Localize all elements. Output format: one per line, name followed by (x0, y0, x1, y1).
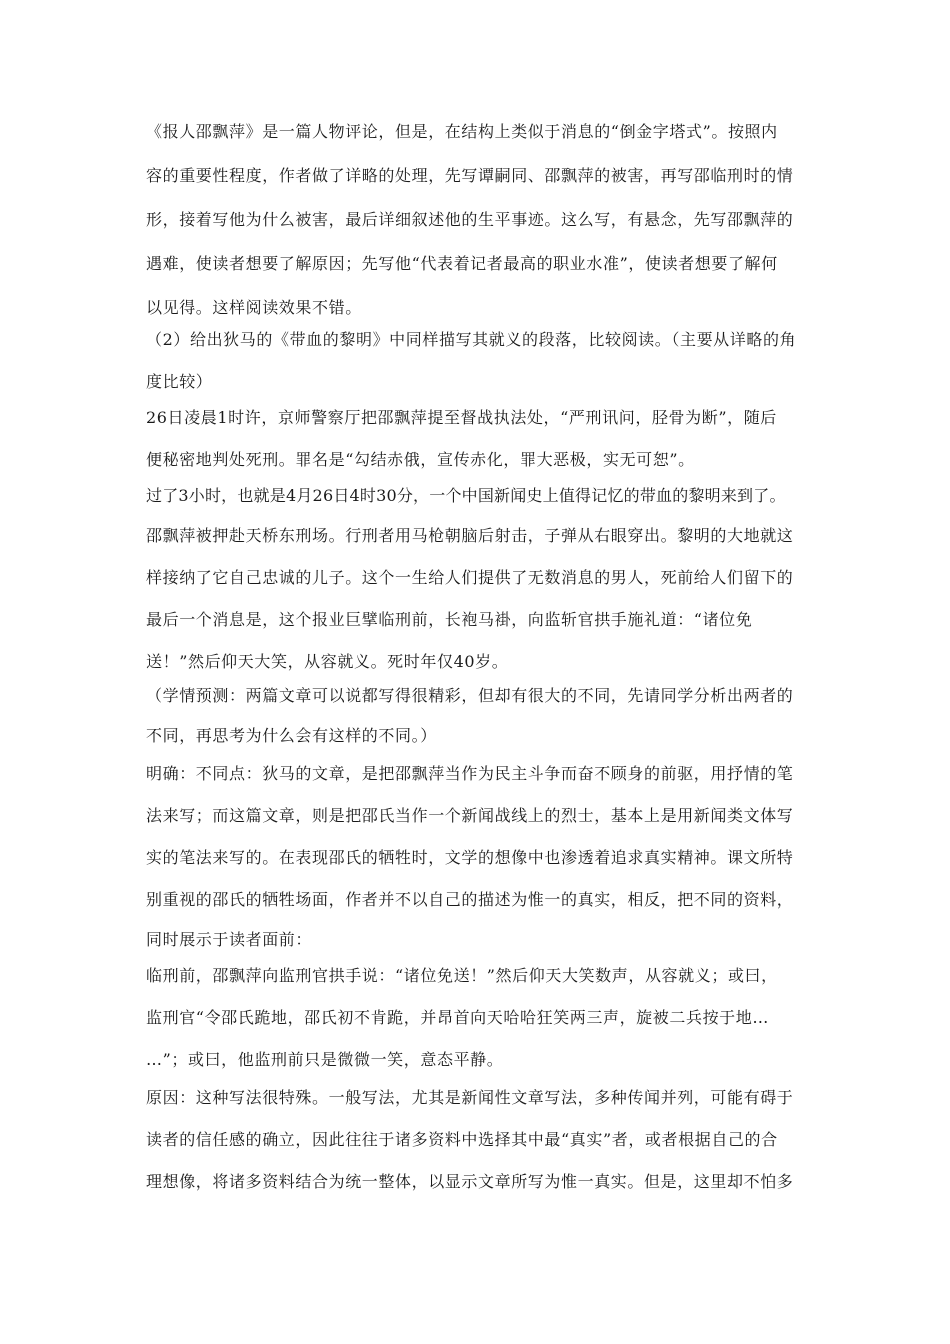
text-line: 形，接着写他为什么被害，最后详细叙述他的生平事迹。这么写，有悬念，先写邵飘萍的 (146, 210, 794, 229)
text-line: 邵飘萍被押赴天桥东刑场。行刑者用马枪朝脑后射击，子弹从右眼穿出。黎明的大地就这 (146, 526, 794, 545)
text-line: 样接纳了它自己忠诚的儿子。这个一生给人们提供了无数消息的男人，死前给人们留下的 (146, 568, 794, 587)
text-line: 明确：不同点：狄马的文章，是把邵飘萍当作为民主斗争而奋不顾身的前驱，用抒情的笔 (146, 764, 794, 783)
text-line: 送！”然后仰天大笑，从容就义。死时年仅40岁。 (146, 652, 509, 671)
text-line: 26日凌晨1时许，京师警察厅把邵飘萍提至督战执法处，“严刑讯问，胫骨为断”，随后 (146, 408, 777, 427)
text-line: 便秘密地判处死刑。罪名是“勾结赤俄，宣传赤化，罪大恶极，实无可恕”。 (146, 450, 695, 469)
text-line: …”；或曰，他监刑前只是微微一笑，意态平静。 (146, 1050, 504, 1069)
text-line: 理想像，将诸多资料结合为统一整体，以显示文章所写为惟一真实。但是，这里却不怕多 (146, 1172, 794, 1191)
text-line: 不同，再思考为什么会有这样的不同。） (146, 726, 437, 745)
text-line: 实的笔法来写的。在表现邵氏的牺牲时，文学的想像中也渗透着追求真实精神。课文所特 (146, 848, 794, 867)
text-line: 原因：这种写法很特殊。一般写法，尤其是新闻性文章写法，多种传闻并列，可能有碍于 (146, 1088, 794, 1107)
text-line: （学情预测：两篇文章可以说都写得很精彩，但却有很大的不同，先请同学分析出两者的 (146, 686, 794, 705)
text-line: （2）给出狄马的《带血的黎明》中同样描写其就义的段落，比较阅读。（主要从详略的角 (146, 330, 797, 349)
text-line: 最后一个消息是，这个报业巨擘临刑前，长袍马褂，向监斩官拱手施礼道：“诸位免 (146, 610, 753, 629)
text-line: 法来写；而这篇文章，则是把邵氏当作一个新闻战线上的烈士，基本上是用新闻类文体写 (146, 806, 794, 825)
text-line: 临刑前，邵飘萍向监刑官拱手说：“诸位免送！”然后仰天大笑数声，从容就义；或曰， (146, 966, 778, 985)
text-line: 监刑官“令邵氏跪地，邵氏初不肯跪，并昂首向天哈哈狂笑两三声，旋被二兵按于地… (146, 1008, 769, 1027)
text-line: 度比较） (146, 372, 213, 391)
text-line: 别重视的邵氏的牺牲场面，作者并不以自己的描述为惟一的真实，相反，把不同的资料， (146, 890, 794, 909)
text-line: 同时展示于读者面前： (146, 930, 313, 949)
text-line: 以见得。这样阅读效果不错。 (146, 298, 362, 317)
text-line: 遇难，使读者想要了解原因；先写他“代表着记者最高的职业水准”，使读者想要了解何 (146, 254, 778, 273)
text-line: 《报人邵飘萍》是一篇人物评论，但是，在结构上类似于消息的“倒金字塔式”。按照内 (146, 122, 778, 141)
text-line: 读者的信任感的确立，因此往往于诸多资料中选择其中最“真实”者，或者根据自己的合 (146, 1130, 778, 1149)
text-line: 容的重要性程度，作者做了详略的处理，先写谭嗣同、邵飘萍的被害，再写邵临刑时的情 (146, 166, 794, 185)
text-line: 过了3小时，也就是4月26日4时30分，一个中国新闻史上值得记忆的带血的黎明来到了。 (146, 486, 786, 505)
